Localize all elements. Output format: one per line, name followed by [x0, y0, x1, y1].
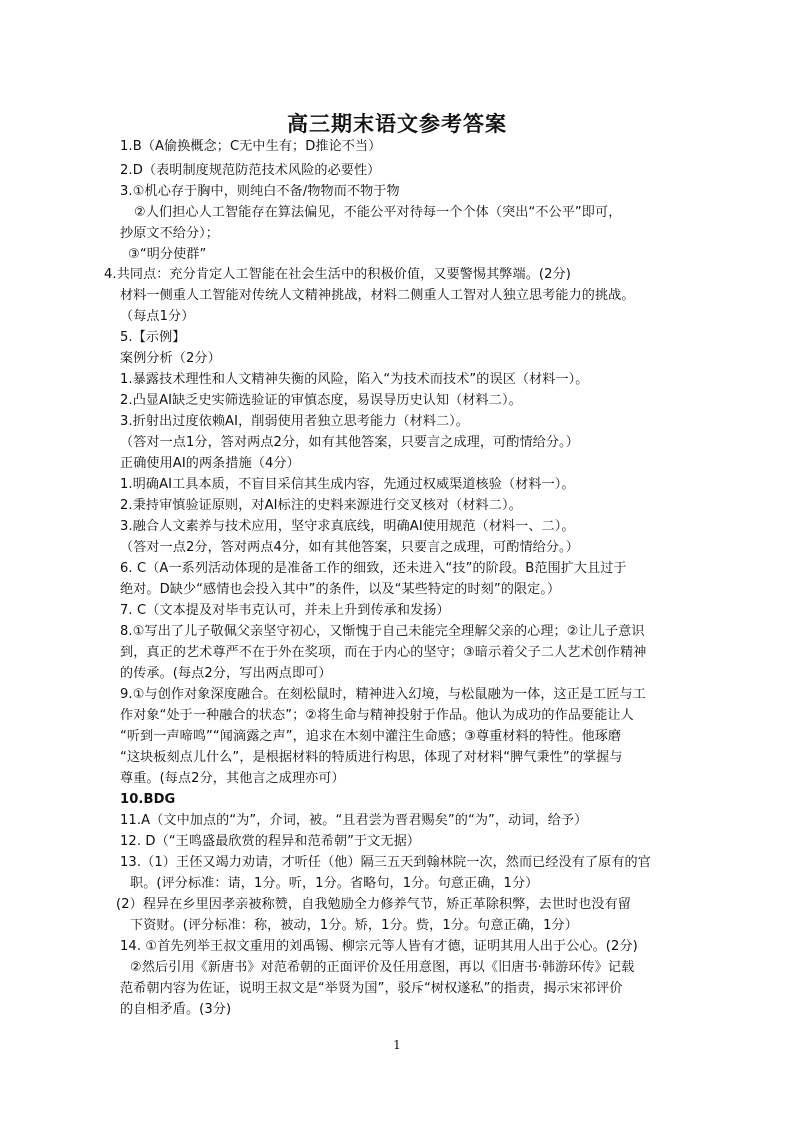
answer-line: 6. C（A一系列活动体现的是准备工作的细致，还未进入“技”的阶段。B范围扩大且过于 [120, 561, 627, 576]
answer-line: 11.A（文中加点的“为”，介词，被。“且君尝为晋君赐矣”的“为”，动词，给予） [120, 813, 588, 828]
answer-line: 职。(评分标准：请，1分。听，1分。省略句，1分。句意正确，1分） [130, 876, 539, 891]
answer-line: 作对象“处于一种融合的状态”；②将生命与精神投射于作品。他认为成功的作品要能让人 [120, 708, 634, 723]
answer-line: 1.明确AI工具本质，不盲目采信其生成内容，先通过权威渠道核验（材料一）。 [120, 477, 575, 492]
answer-line: 13.（1）王伾又竭力劝请，才听任（他）隔三五天到翰林院一次，然而已经没有了原有的官 [120, 855, 651, 870]
answer-line: 1.B（A偷换概念；C无中生有；D推论不当） [120, 139, 382, 154]
answer-line: （答对一点1分，答对两点2分，如有其他答案，只要言之成理，可酌情给分。） [120, 435, 579, 450]
answer-line: 3.①机心存于胸中，则纯白不备/物物而不物于物 [120, 184, 400, 199]
answer-line: 2.凸显AI缺乏史实筛选验证的审慎态度，易误导历史认知（材料二）。 [120, 393, 522, 408]
answer-line: 5.【示例】 [120, 330, 186, 345]
answer-line: 到，真正的艺术尊严不在于外在奖项，而在于内心的坚守；③暗示着父子二人艺术创作精神 [120, 645, 647, 660]
answer-line: 7. C（文本提及对毕韦克认可，并未上升到传承和发扬） [120, 603, 450, 618]
answer-line: “听到一声啼鸣”“闻滴露之声”，追求在木刻中灌注生命感；③尊重材料的特性。他琢磨 [120, 729, 622, 744]
answer-line: 12. D（“王鸣盛最欣赏的程异和范希朝”于文无据） [120, 834, 421, 849]
answer-line: ②人们担心人工智能存在算法偏见，不能公平对待每一个个体（突出“不公平”即可， [134, 205, 622, 220]
page-title: 高三期末语文参考答案 [287, 111, 507, 136]
answer-line: 1.暴露技术理性和人文精神失衡的风险，陷入“为技术而技术”的误区（材料一）。 [120, 372, 589, 387]
answer-line: 4.共同点：充分肯定人工智能在社会生活中的积极价值，又要警惕其弊端。(2分) [104, 267, 571, 282]
answer-line: 8.①写出了儿子敬佩父亲坚守初心，又惭愧于自己未能完全理解父亲的心理；②让儿子意识 [120, 624, 645, 639]
page-number: 1 [393, 1038, 401, 1052]
answer-line: 的自相矛盾。(3分) [120, 1002, 232, 1017]
answer-line: ②然后引用《新唐书》对范希朝的正面评价及任用意图，再以《旧唐书·韩游环传》记载 [130, 960, 635, 975]
answer-line: 2.秉持审慎验证原则，对AI标注的史料来源进行交叉核对（材料二）。 [120, 498, 522, 513]
answer-line: 下资财。(评分标准：称，被动，1分。矫，1分。赀，1分。句意正确，1分） [130, 918, 578, 933]
answer-line: 3.折射出过度依赖AI，削弱使用者独立思考能力（材料二）。 [120, 414, 470, 429]
answer-line: 材料一侧重人工智能对传统人文精神挑战，材料二侧重人工智对人独立思考能力的挑战。 [120, 288, 635, 303]
answer-line: 范希朝内容为佐证，说明王叔文是“举贤为国”，驳斥“树权遂私”的指责，揭示宋祁评价 [120, 981, 623, 996]
answer-line: 案例分析（2分） [120, 351, 221, 366]
answer-line: （答对一点2分，答对两点4分，如有其他答案，只要言之成理，可酌情给分。） [120, 540, 579, 555]
answer-line: 绝对。D缺少“感情也会投入其中”的条件，以及“某些特定的时刻”的限定。） [120, 582, 561, 597]
answer-line: 2.D（表明制度规范防范技术风险的必要性） [120, 163, 381, 178]
answer-line: (2）程异在乡里因孝亲被称赞，自我勉励全力修养气节，矫正革除积弊，去世时也没有留 [116, 897, 631, 912]
answer-line: 尊重。(每点2分，其他言之成理亦可） [120, 771, 345, 786]
answer-line: 的传承。(每点2分，写出两点即可） [120, 666, 332, 681]
answer-line: 14. ①首先列举王叔文重用的刘禹锡、柳宗元等人皆有才德，证明其用人出于公心。(2分) [120, 939, 638, 954]
answer-line: 正确使用AI的两条措施（4分） [120, 456, 300, 471]
answer-line: 9.①与创作对象深度融合。在刻松鼠时，精神进入幻境，与松鼠融为一体，这正是工匠与工 [120, 687, 646, 702]
answer-line: 抄原文不给分）； [120, 226, 219, 241]
answer-line: “这块板刻点儿什么”，是根据材料的特质进行构思，体现了对材料“脾气秉性”的掌握与 [120, 750, 623, 765]
answer-line: 3.融合人文素养与技术应用，坚守求真底线，明确AI使用规范（材料一、二）。 [120, 519, 575, 534]
answer-line: （每点1分） [120, 309, 195, 324]
answer-line: 10.BDG [120, 792, 176, 807]
answer-line: ③“明分使群” [128, 247, 207, 262]
